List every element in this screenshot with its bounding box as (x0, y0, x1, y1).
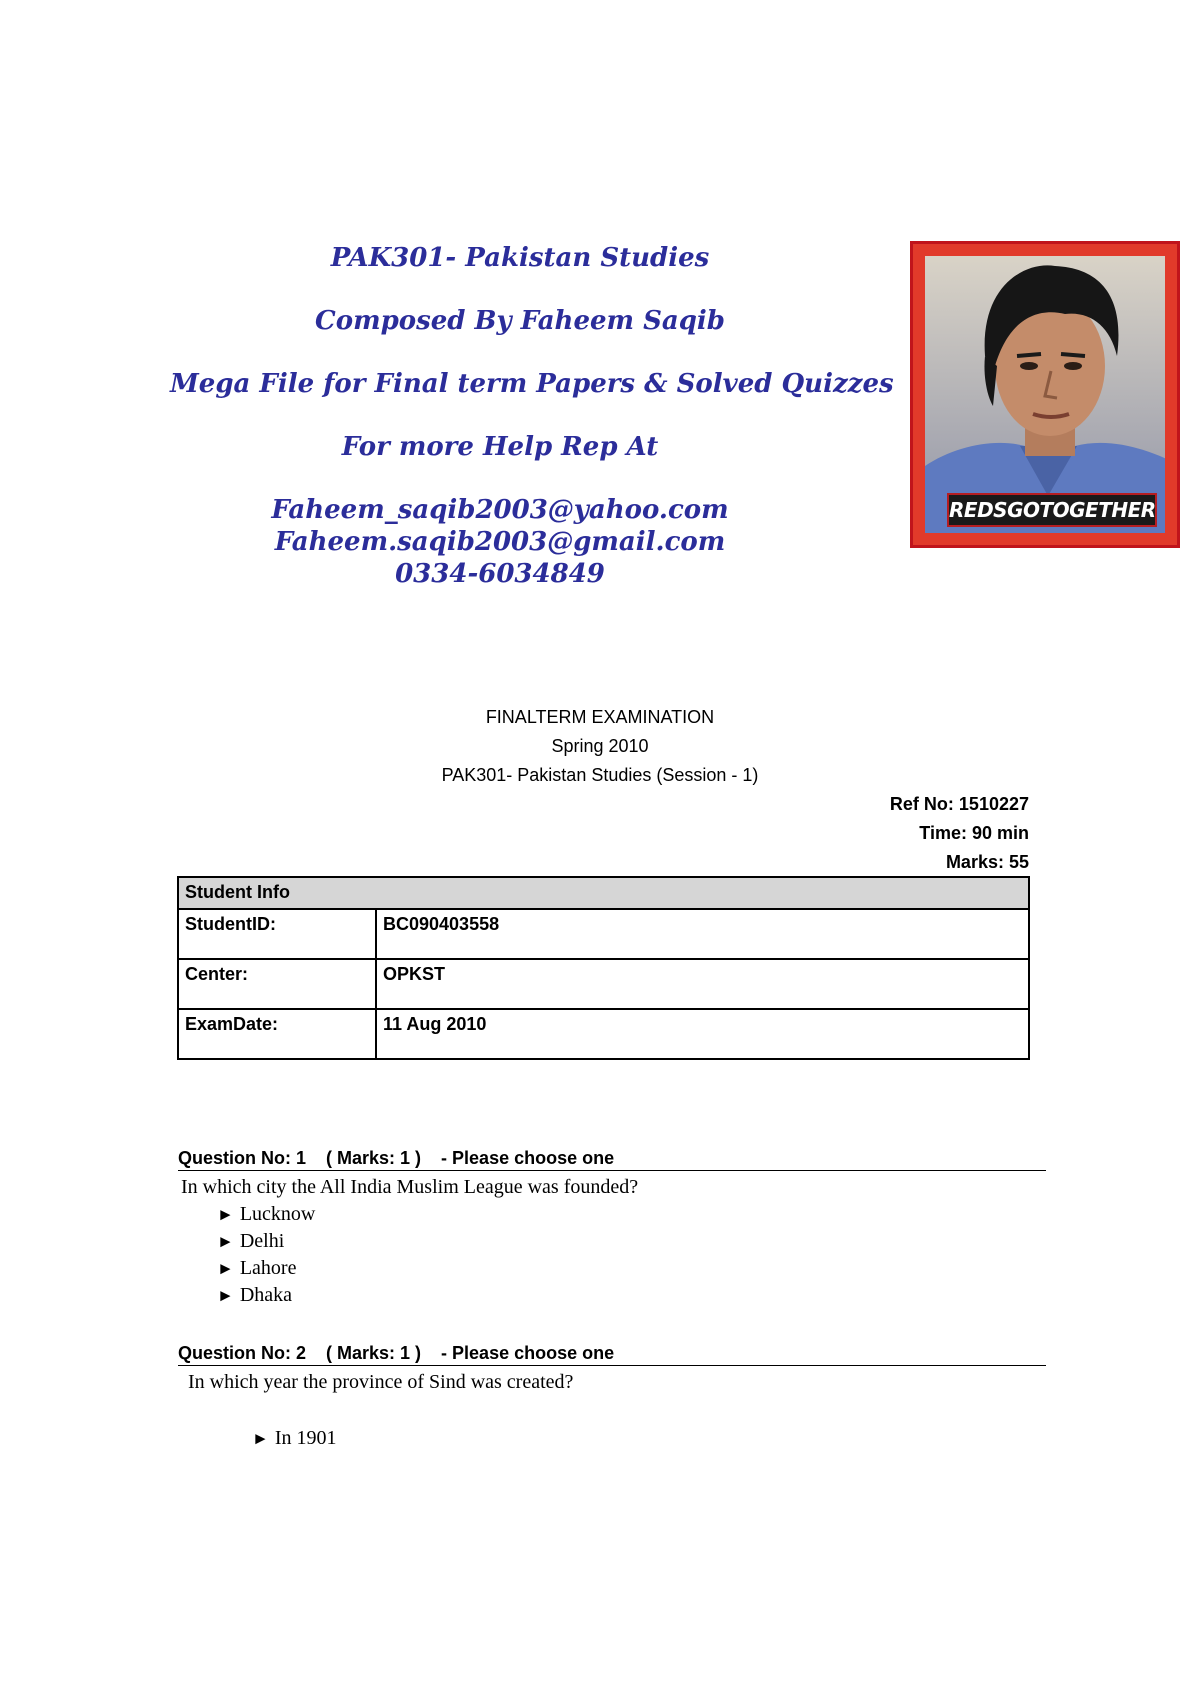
exam-marks: Marks: 55 (945, 852, 1029, 872)
question-1-text: In which city the All India Muslim League was founded? (181, 1176, 639, 1198)
center-value: OPKST (376, 959, 1029, 1009)
author-photo (910, 241, 1180, 548)
student-info-heading: Student Info (178, 877, 1029, 909)
option-label: In 1901 (274, 1427, 337, 1449)
ref-no: Ref No: 1510227 (889, 794, 1029, 814)
portrait-illustration (925, 256, 1165, 533)
table-row (178, 1009, 1029, 1059)
doc-title: PAK301- Pakistan Studies (330, 243, 710, 273)
question-1-option-2[interactable] (217, 1230, 284, 1253)
email-gmail[interactable]: Faheem.saqib2003@gmail.com (274, 527, 726, 557)
center-label: Center: (178, 959, 376, 1009)
arrow-right-icon: ► (217, 1286, 234, 1305)
exam-term: Spring 2010 (551, 736, 649, 756)
question-2-text: In which year the province of Sind was created? (188, 1371, 574, 1393)
question-1-option-1[interactable] (217, 1203, 315, 1226)
table-row (178, 909, 1029, 959)
student-info-table (177, 876, 1030, 1060)
photo-image (925, 256, 1165, 533)
composed-by: Composed By Faheem Saqib (315, 306, 725, 336)
exam-date-value: 11 Aug 2010 (376, 1009, 1029, 1059)
exam-course: PAK301- Pakistan Studies (Session - 1) (441, 765, 759, 785)
student-id-value: BC090403558 (376, 909, 1029, 959)
question-2-option-1[interactable] (252, 1427, 337, 1450)
question-1-option-3[interactable] (217, 1257, 296, 1280)
arrow-right-icon: ► (217, 1232, 234, 1251)
mega-file-line: Mega File for Final term Papers & Solved Quizzes (170, 369, 894, 399)
phone-number: 0334-6034849 (395, 559, 605, 589)
arrow-right-icon: ► (217, 1259, 234, 1278)
question-1-heading: Question No: 1 ( Marks: 1 ) - Please choose one (178, 1148, 1046, 1171)
option-label: Dhaka (239, 1284, 293, 1306)
photo-badge-text: REDSGOTOGETHER (947, 493, 1157, 527)
help-line: For more Help Rep At (341, 432, 659, 462)
question-2-heading: Question No: 2 ( Marks: 1 ) - Please choose one (178, 1343, 1046, 1366)
exam-type: FINALTERM EXAMINATION (485, 707, 715, 727)
arrow-right-icon: ► (252, 1429, 269, 1448)
student-info-header-row (178, 877, 1029, 909)
question-1-option-4[interactable] (217, 1284, 292, 1307)
table-row (178, 959, 1029, 1009)
arrow-right-icon: ► (217, 1205, 234, 1224)
option-label: Lucknow (239, 1203, 316, 1225)
option-label: Delhi (239, 1230, 285, 1252)
email-yahoo[interactable]: Faheem_saqib2003@yahoo.com (271, 495, 729, 525)
exam-date-label: ExamDate: (178, 1009, 376, 1059)
student-id-label: StudentID: (178, 909, 376, 959)
exam-time: Time: 90 min (919, 823, 1029, 843)
option-label: Lahore (239, 1257, 297, 1279)
